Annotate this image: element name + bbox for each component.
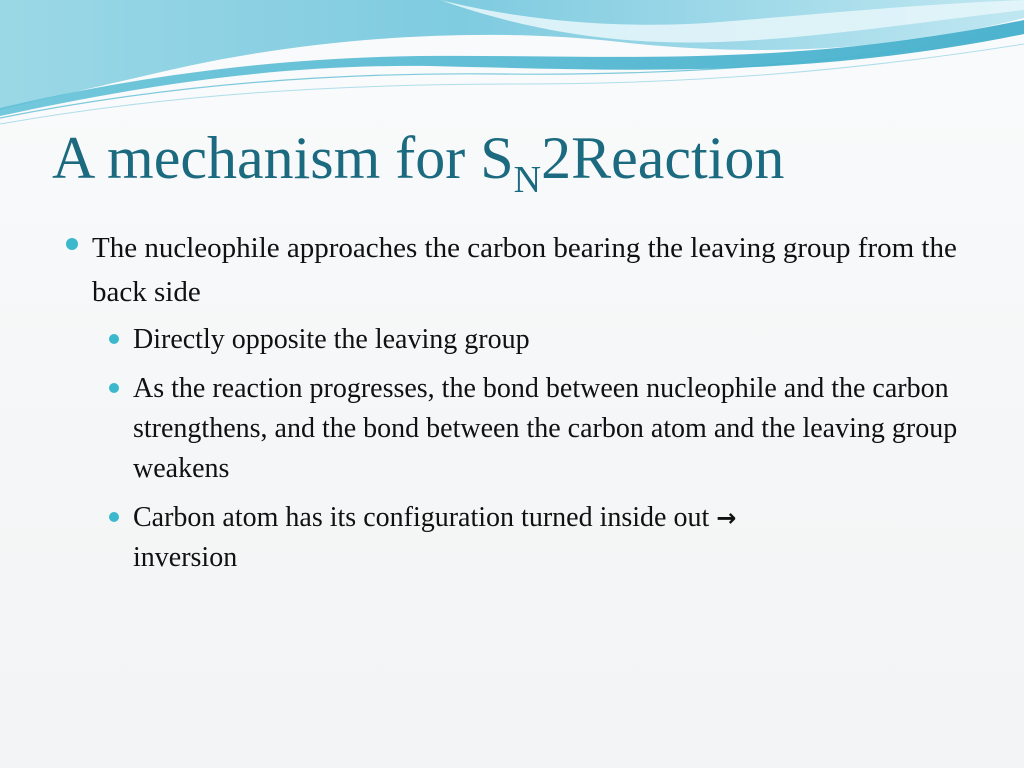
sub-bullet-text: Carbon atom has its configuration turned inside out bbox=[133, 502, 717, 533]
sub-bullet-dot-icon bbox=[109, 334, 119, 344]
sub-bullet-item bbox=[133, 369, 973, 489]
sub-bullet-text: As the reaction progresses, the bond between nucleophile and the carbon strengthens, and the bond between the carbon atom and the leaving group weakens bbox=[133, 373, 958, 484]
sub-bullet-item bbox=[133, 320, 973, 360]
header-wave-decoration bbox=[0, 0, 1024, 140]
title-main: A mechanism for S bbox=[52, 125, 514, 191]
bullet-dot-icon bbox=[66, 238, 78, 250]
bullet-item bbox=[92, 226, 962, 314]
slide-title bbox=[52, 125, 785, 201]
title-subscript: N bbox=[513, 159, 542, 201]
sub-bullet-item bbox=[133, 498, 973, 578]
right-arrow-icon: → bbox=[716, 504, 737, 532]
title-suffix: 2Reaction bbox=[541, 125, 785, 191]
sub-bullet-dot-icon bbox=[109, 383, 119, 393]
bullet-list bbox=[0, 226, 1024, 578]
bullet-text: The nucleophile approaches the carbon bearing the leaving group from the back side bbox=[92, 232, 957, 308]
sub-bullet-text-continuation: inversion bbox=[133, 542, 238, 573]
sub-bullet-dot-icon bbox=[109, 512, 119, 522]
sub-bullet-text: Directly opposite the leaving group bbox=[133, 324, 530, 355]
